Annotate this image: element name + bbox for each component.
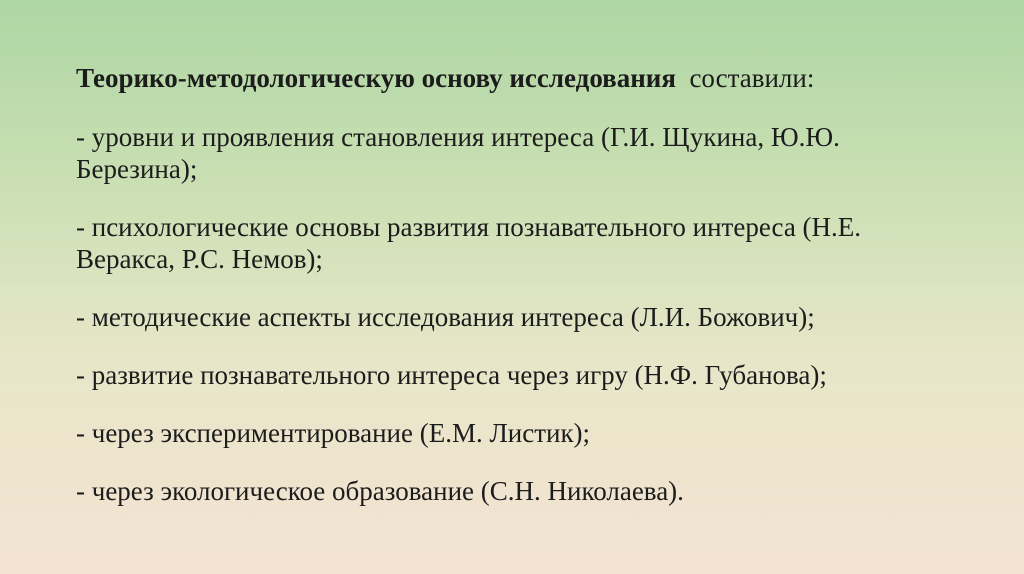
list-item: - развитие познавательного интереса через игру (Н.Ф. Губанова); bbox=[76, 360, 827, 390]
slide-content bbox=[76, 62, 956, 533]
list-item: - через экспериментирование (Е.М. Листик); bbox=[76, 418, 591, 448]
list-item: - методические аспекты исследования интереса (Л.И. Божович); bbox=[76, 302, 815, 332]
slide-title-rest: составили: bbox=[689, 63, 815, 93]
list-item: - психологические основы развития познавательного интереса (Н.Е. Веракса, Р.С. Немов); bbox=[76, 212, 862, 274]
list-item: - уровни и проявления становления интереса (Г.И. Щукина, Ю.Ю. Березина); bbox=[76, 122, 840, 184]
list-item: - через экологическое образование (С.Н. Николаева). bbox=[76, 476, 684, 506]
slide-title-bold: Теорико-методологическую основу исследования bbox=[76, 63, 676, 93]
slide-title bbox=[76, 62, 956, 94]
